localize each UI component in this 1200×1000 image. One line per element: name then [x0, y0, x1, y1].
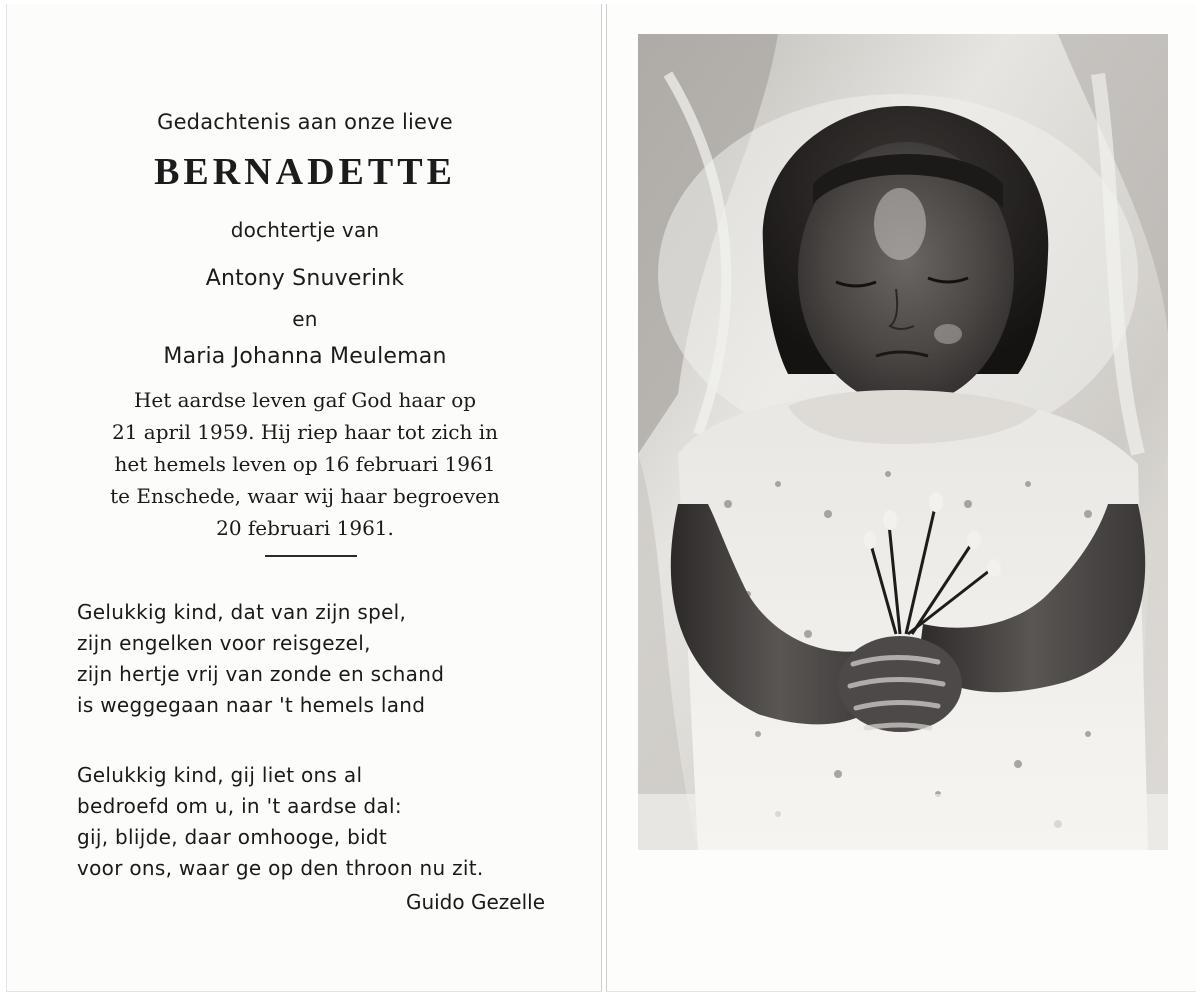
divider-rule: [265, 555, 357, 557]
poem-line: zijn engelken voor reisgezel,: [77, 631, 371, 655]
and-text: en: [292, 307, 318, 331]
biography-line-1: Het aardse leven gaf God haar op: [133, 388, 477, 412]
intro-text: Gedachtenis aan onze lieve: [157, 110, 453, 134]
poem-line: gij, blijde, daar omhooge, bidt: [77, 825, 388, 849]
biography-line-3: het hemels leven op 16 februari 1961: [114, 452, 496, 476]
poem-line: voor ons, waar ge op den throon nu zit.: [77, 856, 484, 880]
memorial-card-text-panel: [6, 4, 602, 992]
mother-name: Maria Johanna Meuleman: [163, 344, 447, 369]
poem-line: Gelukkig kind, dat van zijn spel,: [77, 600, 407, 624]
father-name: Antony Snuverink: [205, 266, 405, 291]
biography-line-2: 21 april 1959. Hij riep haar tot zich in: [112, 420, 498, 444]
memorial-portrait-photo: [638, 34, 1168, 850]
biography-line-5: 20 februari 1961.: [216, 516, 394, 540]
poem-line: zijn hertje vrij van zonde en schand: [77, 662, 445, 686]
poem-line: Gelukkig kind, gij liet ons al: [77, 763, 363, 787]
daughter-of-text: dochtertje van: [230, 218, 380, 242]
poem-line: is weggegaan naar 't hemels land: [77, 693, 426, 717]
deceased-name: BERNADETTE: [154, 151, 456, 193]
poem-line: bedroefd om u, in 't aardse dal:: [77, 794, 402, 818]
biography-line-4: te Enschede, waar wij haar begroeven: [110, 484, 500, 508]
poem-author: Guido Gezelle: [405, 890, 545, 914]
